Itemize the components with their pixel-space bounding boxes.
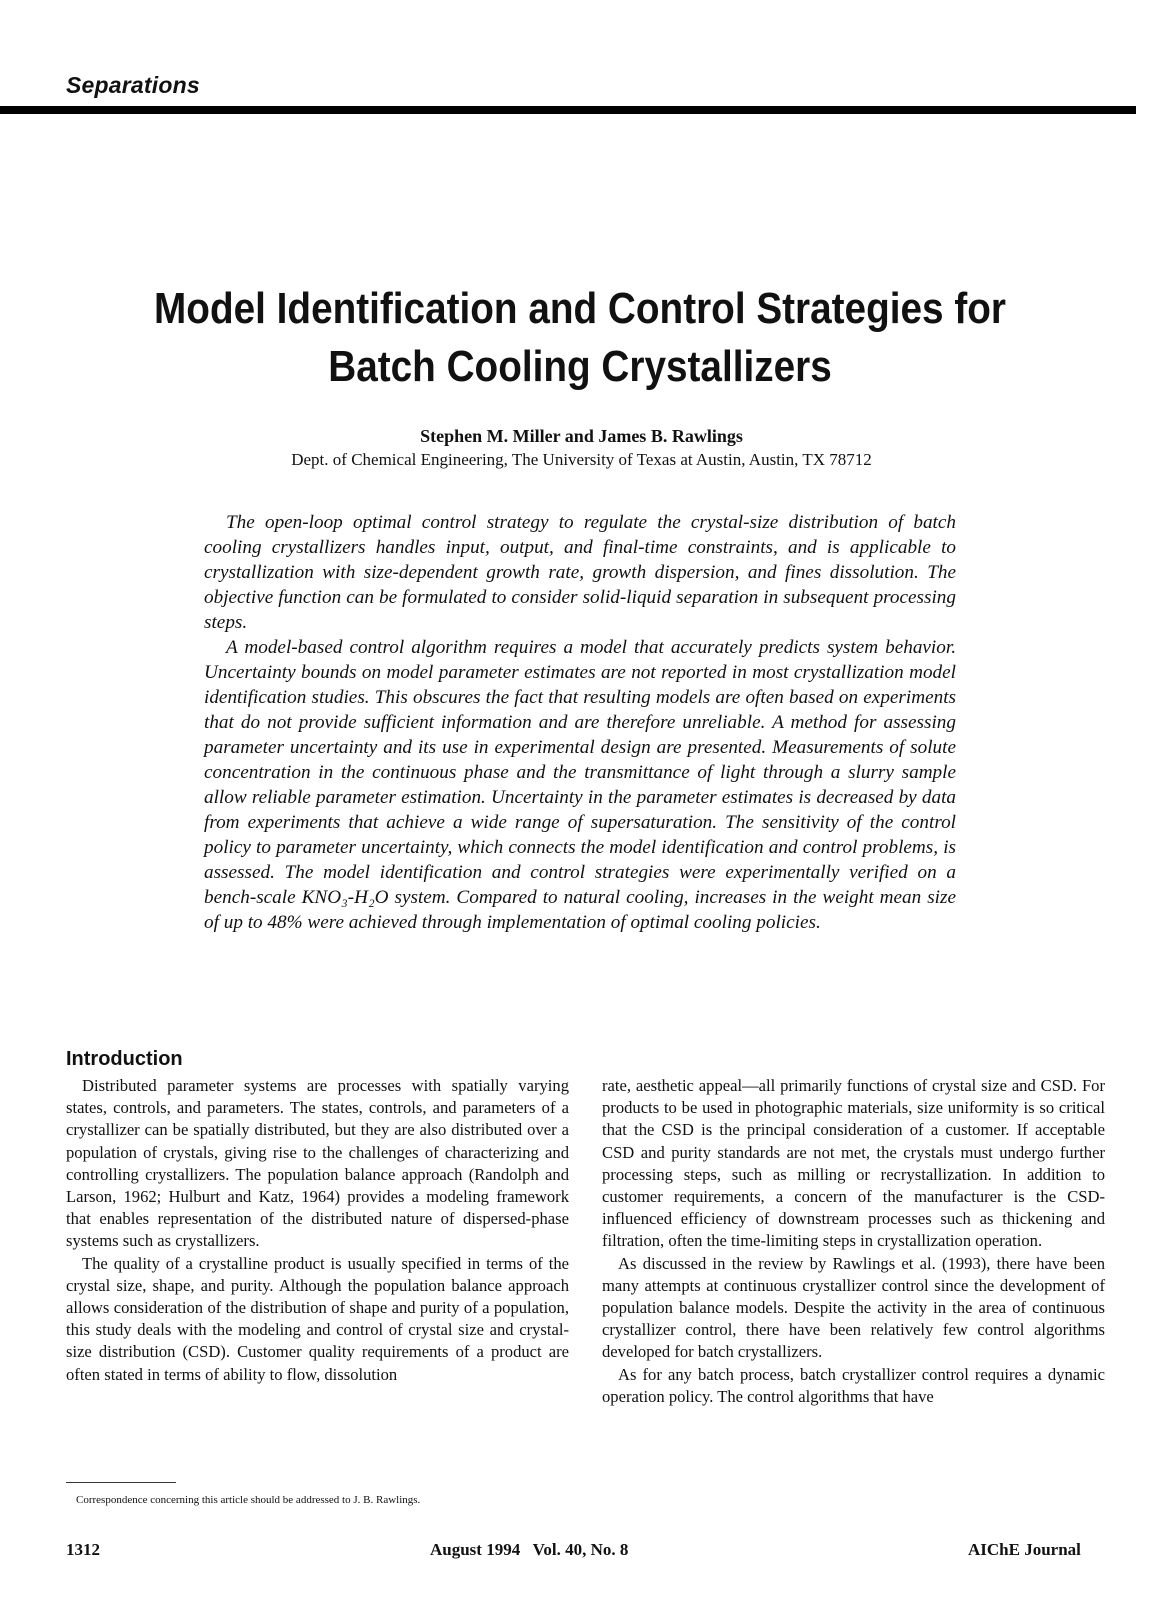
abstract-paragraph: The open-loop optimal control strategy to regulate the crystal-size distribution of batch cooling crystallizers handles input, output, and final-time constraints, and is applicable to crystallization with size-dependent growth rate, growth dispersion, and fines dissolution. The objective function can be formulated to consider solid-liquid separation in subsequent processing steps.	[204, 512, 956, 633]
body-paragraph: The quality of a crystalline product is usually specified in terms of the crystal size, shape, and purity. Although the population balance approach allows consideration of the distribution of shape and purity of a population, this study deals with the modeling and control of crystal size and crystal-size distribution (CSD). Customer quality requirements of a product are often stated in terms of ability to flow, dissolution	[66, 1253, 569, 1384]
affiliation: Dept. of Chemical Engineering, The University of Texas at Austin, Austin, TX 78712	[291, 450, 872, 469]
body-paragraph: As for any batch process, batch crystallizer control requires a dynamic operation policy. The control algorithms that have	[602, 1364, 1105, 1406]
body-paragraph: As discussed in the review by Rawlings et al. (1993), there have been many attempts at continuous crystallizer control since the development of population balance models. Despite the activity in the area of continuous crystallizer control, there have been relatively few control algorithms developed for batch crystallizers.	[602, 1253, 1105, 1362]
body-paragraph: rate, aesthetic appeal—all primarily functions of crystal size and CSD. For products to be used in photographic materials, size uniformity is so critical that the CSD is the principal consideration of a customer. If acceptable CSD and purity standards are not met, the crystals must undergo further processing steps, such as milling or recrystallization. In addition to customer requirements, a concern of the manufacturer is the CSD-influenced efficiency of downstream processes such as thickening and filtration, often the time-limiting steps in crystallization operation.	[602, 1076, 1105, 1251]
abstract	[204, 510, 956, 935]
introduction-heading: Introduction	[66, 1048, 183, 1070]
footnote: Correspondence concerning this article should be addressed to J. B. Rawlings.	[76, 1494, 421, 1506]
right-column	[602, 1075, 1105, 1408]
authors: Stephen M. Miller and James B. Rawlings	[420, 426, 743, 446]
body-paragraph: Distributed parameter systems are processes with spatially varying states, controls, and parameters. The states, controls, and parameters of a crystallizer can be spatially distributed, but they are also distributed over a population of crystals, giving rise to the challenges of characterizing and controlling crystallizers. The population balance approach (Randolph and Larson, 1962; Hulburt and Katz, 1964) provides a modeling framework that enables representation of the distributed nature of dispersed-phase systems such as crystallizers.	[66, 1076, 569, 1251]
journal-name: AIChE Journal	[968, 1540, 1081, 1559]
section-label: Separations	[66, 72, 200, 98]
footnote-rule	[66, 1482, 176, 1483]
page-number: 1312	[66, 1540, 100, 1559]
left-column	[66, 1075, 569, 1386]
issue-date-volume: August 1994 Vol. 40, No. 8	[430, 1540, 629, 1559]
top-rule	[0, 106, 1136, 114]
abstract-paragraph: A model-based control algorithm requires a model that accurately predicts system behavior. Uncertainty bounds on model parameter estimates are not reported in most crystallization model identification studies. This obscures the fact that resulting models are often based on experiments that do not provide sufficient information and are therefore unreliable. A method for assessing parameter uncertainty and its use in experimental design are presented. Measurements of solute concentration in the continuous phase and the transmittance of light through a slurry sample allow reliable parameter estimation. Uncertainty in the parameter estimates is decreased by data from experiments that achieve a wide range of supersaturation. The sensitivity of the control policy to parameter uncertainty, which connects the model identification and control problems, is assessed. The model identification and control strategies were experimentally verified on a bench-scale KNO₃-H₂O system. Compared to natural cooling, increases in the weight mean size of up to 48% were achieved through implementation of optimal cooling policies.	[204, 637, 956, 933]
article-title: Model Identification and Control Strategies for Batch Cooling Crystallizers	[154, 284, 1006, 391]
